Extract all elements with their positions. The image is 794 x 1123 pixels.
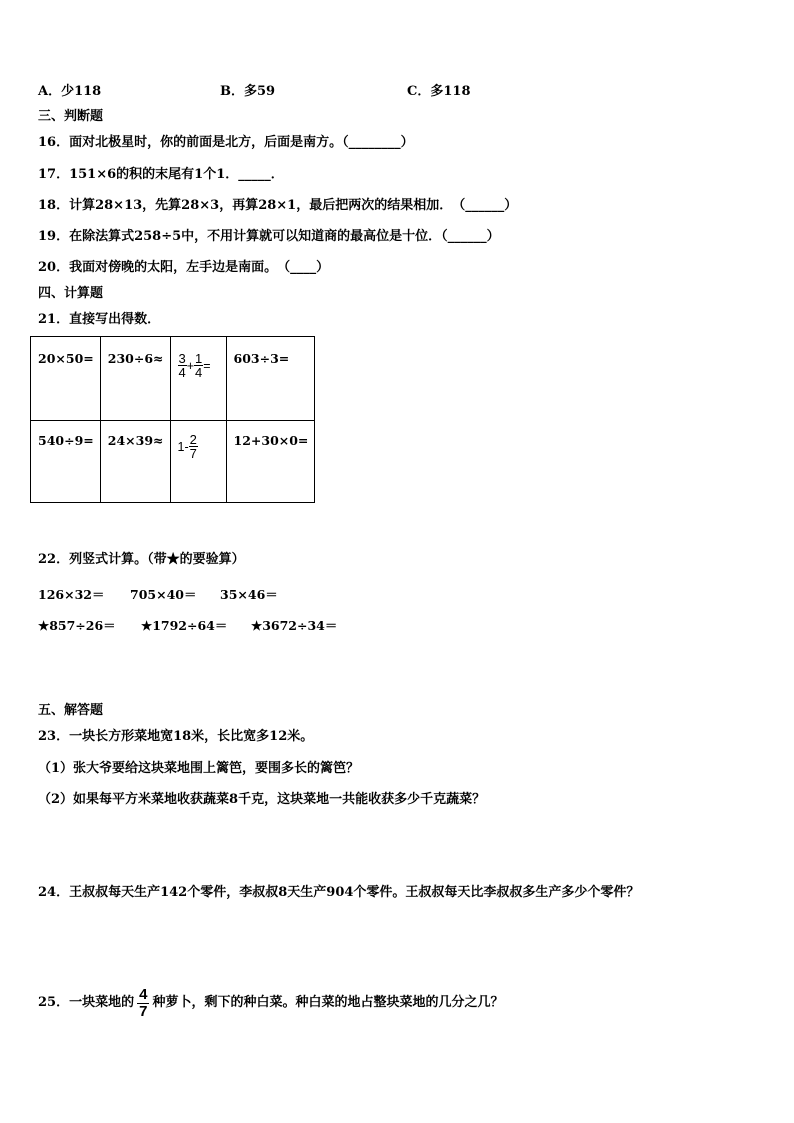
calc-cell: 603÷3=: [226, 337, 315, 421]
question-23: 23．一块长方形菜地宽18米，长比宽多12米。: [38, 729, 314, 744]
calc-cell: 230÷6≈: [100, 337, 170, 421]
question-23-part-1: （1）张大爷要给这块菜地围上篱笆，要围多长的篱笆？: [38, 761, 360, 776]
fraction: $\frac{1}{4}$: [195, 351, 203, 380]
section-3-heading: 三、判断题: [38, 109, 104, 124]
calc-cell: 540÷9=: [31, 421, 101, 503]
question-21: 21．直接写出得数．: [38, 312, 161, 327]
calc-cell-fraction-sum: $\frac{3}{4}$ + $\frac{1}{4}$ =: [170, 337, 226, 421]
question-24: 24．王叔叔每天生产142个零件，李叔叔8天生产904个零件。王叔叔每天比李叔叔多生产多少个零件？: [38, 885, 640, 900]
question-18: 18．计算28×13，先算28×3，再算28×1，最后把两次的结果相加． （______）: [38, 198, 518, 213]
section-4-heading: 四、计算题: [38, 286, 104, 301]
calc-cell: 24×39≈: [100, 421, 170, 503]
vertical-calc-item: ★3672÷34＝: [251, 618, 338, 633]
question-22: 22．列竖式计算。（带★的要验算）: [38, 552, 245, 567]
calc-cell: 12+30×0=: [226, 421, 315, 503]
mental-calc-table: [30, 336, 315, 503]
question-20: 20．我面对傍晚的太阳，左手边是南面。 （____）: [38, 260, 330, 275]
question-17: 17．151×6的积的末尾有1个1．_____．: [38, 167, 284, 182]
question-16: 16．面对北极星时，你的前面是北方，后面是南方。（________）: [38, 135, 414, 150]
section-5-heading: 五、解答题: [38, 703, 104, 718]
option-c: C．多118: [407, 84, 471, 99]
vertical-calc-item: ★857÷26＝: [38, 618, 116, 633]
vertical-calc-item: 35×46＝: [220, 587, 278, 602]
question-19: 19．在除法算式258÷5中，不用计算就可以知道商的最高位是十位．（______）: [38, 229, 500, 244]
fraction: $\frac{4}{7}$: [139, 985, 148, 1020]
vertical-calc-item: ★1792÷64＝: [141, 618, 228, 633]
fraction: $\frac{2}{7}$: [189, 432, 197, 461]
question-23-part-2: （2）如果每平方米菜地收获蔬菜8千克，这块菜地一共能收获多少千克蔬菜？: [38, 792, 486, 807]
option-b: B．多59: [220, 84, 276, 99]
calc-cell-fraction-diff: 1- $\frac{2}{7}$: [170, 421, 226, 503]
calc-cell: 20×50=: [31, 337, 101, 421]
option-a: A．少118: [38, 84, 102, 99]
vertical-calc-item: 126×32＝: [38, 587, 105, 602]
fraction: $\frac{3}{4}$: [178, 351, 186, 380]
question-25: 25．一块菜地的 $\frac{4}{7}$ 种萝卜，剩下的种白菜。种白菜的地占整块菜地的几分之几？: [38, 985, 504, 1020]
vertical-calc-item: 705×40＝: [130, 587, 197, 602]
